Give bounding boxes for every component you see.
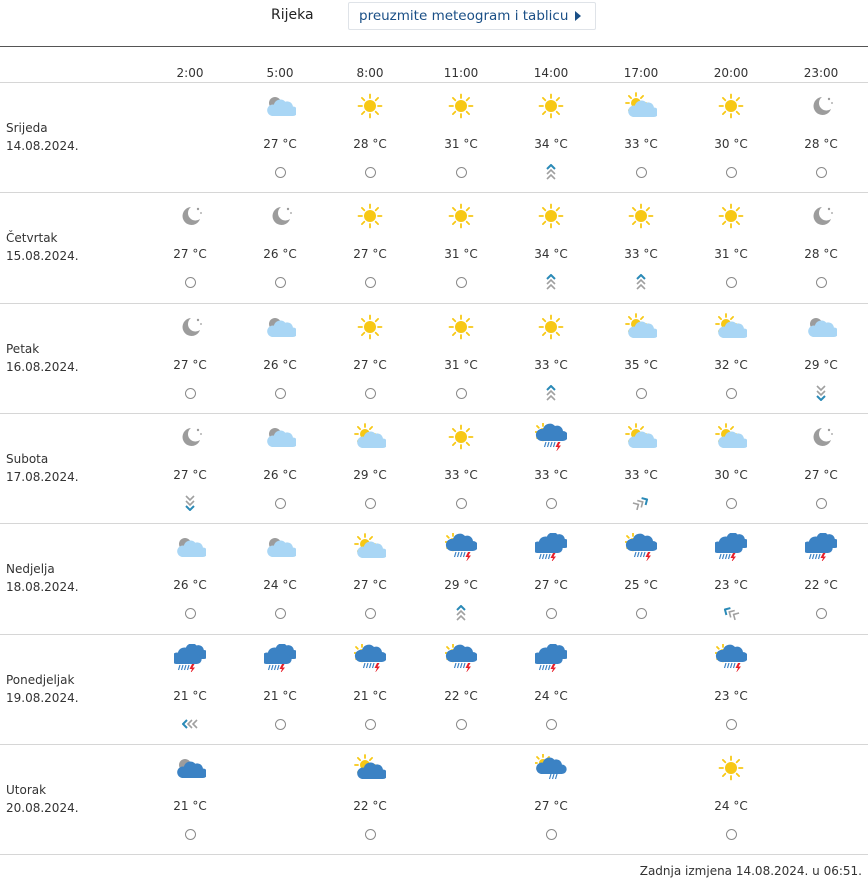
temperature: 26 °C	[263, 247, 297, 262]
cloud-icon	[174, 754, 206, 782]
row-divider	[0, 634, 868, 635]
sun-cloud-icon	[625, 313, 657, 341]
temperature: 22 °C	[804, 578, 838, 593]
temperature: 31 °C	[714, 247, 748, 262]
calm-wind-icon	[816, 277, 827, 288]
forecast-cell[interactable]	[601, 523, 681, 633]
temperature: 27 °C	[263, 137, 297, 151]
hour-label: 23:00	[803, 66, 839, 80]
hour-label: 14:00	[533, 66, 569, 80]
calm-wind-icon	[726, 719, 737, 730]
hour-label: 2:00	[176, 66, 204, 80]
temperature: 27 °C	[804, 467, 838, 482]
day-row	[0, 413, 868, 523]
calm-wind-icon	[726, 277, 737, 288]
moon-icon	[805, 92, 837, 120]
sun-icon	[715, 202, 747, 230]
forecast-cell[interactable]	[781, 523, 861, 633]
temperature: 24 °C	[263, 578, 297, 593]
temperature: 27 °C	[534, 578, 568, 593]
sun-icon	[445, 423, 477, 451]
calm-wind-icon	[546, 829, 557, 840]
calm-wind-icon	[275, 167, 286, 178]
calm-wind-icon	[546, 719, 557, 730]
sun-cloud-icon	[625, 92, 657, 120]
storm-icon	[805, 533, 837, 561]
sun-icon	[625, 202, 657, 230]
temperature: 26 °C	[263, 357, 297, 372]
calm-wind-icon	[185, 829, 196, 840]
forecast-cell[interactable]	[150, 634, 230, 744]
day-label	[6, 340, 79, 376]
sun-cloud-icon	[354, 423, 386, 451]
sun-icon	[535, 92, 567, 120]
forecast-cell[interactable]	[691, 634, 771, 744]
sun-storm-icon	[625, 533, 657, 561]
moon-icon	[174, 202, 206, 230]
last-modified: Zadnja izmjena 14.08.2024. u 06:51.	[639, 864, 862, 878]
forecast-cell[interactable]	[691, 744, 771, 854]
forecast-cell[interactable]	[421, 303, 501, 413]
forecast-cell[interactable]	[330, 303, 410, 413]
sun-icon	[715, 92, 747, 120]
storm-icon	[535, 533, 567, 561]
sun-cloud-icon	[715, 313, 747, 341]
temperature: 28 °C	[804, 137, 838, 151]
calm-wind-icon	[365, 388, 376, 399]
temperature: 30 °C	[714, 467, 748, 482]
temperature: 28 °C	[804, 247, 838, 262]
forecast-cell[interactable]	[511, 523, 591, 633]
day-label	[6, 119, 79, 155]
arrow-up-icon	[455, 605, 467, 621]
calm-wind-icon	[185, 388, 196, 399]
arrow-down-icon	[815, 385, 827, 401]
row-divider	[0, 413, 868, 414]
calm-wind-icon	[275, 719, 286, 730]
temperature: 21 °C	[173, 798, 207, 813]
calm-wind-icon	[456, 167, 467, 178]
temperature: 31 °C	[444, 247, 478, 262]
temperature: 27 °C	[173, 357, 207, 372]
temperature: 21 °C	[263, 688, 297, 703]
hour-label: 17:00	[623, 66, 659, 80]
temperature: 33 °C	[534, 467, 568, 482]
day-name: Petak	[6, 341, 40, 356]
arrow-nw-icon	[725, 605, 737, 621]
day-date: 15.08.2024.	[6, 249, 79, 264]
day-date: 14.08.2024.	[6, 139, 79, 153]
storm-icon	[174, 644, 206, 672]
forecast-cell[interactable]	[601, 413, 681, 523]
calm-wind-icon	[275, 277, 286, 288]
arrow-up-icon	[545, 164, 557, 180]
forecast-cell[interactable]	[150, 523, 230, 633]
forecast-cell[interactable]	[511, 634, 591, 744]
temperature: 23 °C	[714, 578, 748, 593]
temperature: 27 °C	[353, 357, 387, 372]
forecast-cell[interactable]	[240, 192, 320, 302]
forecast-cell[interactable]	[240, 413, 320, 523]
storm-icon	[715, 533, 747, 561]
temperature: 25 °C	[624, 578, 658, 593]
sun-icon	[354, 202, 386, 230]
forecast-cell[interactable]	[421, 192, 501, 302]
arrow-ne-icon	[635, 495, 647, 511]
temperature: 26 °C	[173, 578, 207, 593]
sun-icon	[354, 313, 386, 341]
top-divider	[0, 46, 868, 47]
arrow-up-icon	[635, 274, 647, 290]
row-divider	[0, 303, 868, 304]
temperature: 21 °C	[353, 688, 387, 703]
temperature: 34 °C	[534, 247, 568, 262]
temperature: 33 °C	[624, 247, 658, 262]
forecast-cell[interactable]	[601, 82, 681, 192]
storm-icon	[264, 644, 296, 672]
calm-wind-icon	[636, 608, 647, 619]
forecast-cell[interactable]	[330, 192, 410, 302]
temperature: 34 °C	[534, 137, 568, 151]
arrow-up-icon	[545, 274, 557, 290]
temperature: 35 °C	[624, 357, 658, 372]
calm-wind-icon	[365, 608, 376, 619]
forecast-cell[interactable]	[421, 634, 501, 744]
temperature: 33 °C	[444, 467, 478, 482]
temperature: 31 °C	[444, 357, 478, 372]
arrow-down-icon	[184, 495, 196, 511]
forecast-cell[interactable]	[330, 82, 410, 192]
moon-icon	[264, 202, 296, 230]
hour-label: 5:00	[266, 66, 294, 80]
calm-wind-icon	[726, 829, 737, 840]
forecast-cell[interactable]	[240, 303, 320, 413]
meteogram-button[interactable]	[348, 2, 596, 30]
day-date: 17.08.2024.	[6, 469, 79, 484]
day-name: Utorak	[6, 782, 47, 797]
temperature: 29 °C	[804, 357, 838, 372]
calm-wind-icon	[816, 167, 827, 178]
sun-cloud-icon	[354, 533, 386, 561]
partly-cloudy-icon	[264, 313, 296, 341]
forecast-cell[interactable]	[781, 82, 861, 192]
forecast-cell[interactable]	[511, 413, 591, 523]
forecast-cell[interactable]	[330, 634, 410, 744]
calm-wind-icon	[456, 498, 467, 509]
forecast-cell[interactable]	[421, 82, 501, 192]
calm-wind-icon	[456, 719, 467, 730]
forecast-cell[interactable]	[421, 413, 501, 523]
temperature: 33 °C	[624, 467, 658, 482]
row-divider	[0, 854, 868, 855]
moon-icon	[174, 313, 206, 341]
row-divider	[0, 192, 868, 193]
temperature: 24 °C	[714, 798, 748, 813]
day-row	[0, 744, 868, 854]
forecast-cell[interactable]	[781, 413, 861, 523]
day-date: 19.08.2024.	[6, 690, 79, 705]
arrow-up-icon	[545, 385, 557, 401]
calm-wind-icon	[275, 498, 286, 509]
partly-cloudy-icon	[805, 313, 837, 341]
forecast-cell[interactable]	[781, 192, 861, 302]
sun-storm-icon	[445, 644, 477, 672]
forecast-cell[interactable]	[511, 192, 591, 302]
calm-wind-icon	[816, 608, 827, 619]
meteogram-button-label: preuzmite meteogram i tablicu	[359, 8, 569, 24]
day-row	[0, 82, 868, 192]
forecast-cell[interactable]	[511, 82, 591, 192]
day-name: Nedjelja	[6, 562, 55, 577]
calm-wind-icon	[546, 608, 557, 619]
hour-label: 20:00	[713, 66, 749, 80]
sun-icon	[354, 92, 386, 120]
forecast-cell[interactable]	[150, 303, 230, 413]
temperature: 27 °C	[173, 247, 207, 262]
forecast-cell[interactable]	[421, 523, 501, 633]
day-date: 16.08.2024.	[6, 359, 79, 374]
calm-wind-icon	[456, 388, 467, 399]
temperature: 27 °C	[173, 467, 207, 482]
forecast-cell[interactable]	[511, 303, 591, 413]
partly-cloudy-icon	[264, 423, 296, 451]
forecast-cell[interactable]	[240, 523, 320, 633]
day-label	[6, 560, 79, 596]
calm-wind-icon	[185, 608, 196, 619]
day-name: Četvrtak	[6, 231, 58, 246]
day-name: Subota	[6, 451, 49, 466]
forecast-cell[interactable]	[691, 82, 771, 192]
moon-icon	[174, 423, 206, 451]
calm-wind-icon	[275, 388, 286, 399]
calm-wind-icon	[636, 167, 647, 178]
temperature: 31 °C	[444, 137, 478, 151]
day-row	[0, 303, 868, 413]
top-bar	[0, 0, 868, 46]
forecast-cell[interactable]	[240, 82, 320, 192]
sun-icon	[445, 313, 477, 341]
temperature: 22 °C	[444, 688, 478, 703]
arrow-left-icon	[184, 716, 196, 732]
temperature: 29 °C	[353, 467, 387, 482]
forecast-cell[interactable]	[691, 523, 771, 633]
caret-right-icon	[575, 11, 581, 21]
hour-header	[0, 60, 868, 82]
sun-cloud-dark-icon	[354, 754, 386, 782]
sun-cloud-icon	[625, 423, 657, 451]
calm-wind-icon	[365, 167, 376, 178]
moon-icon	[805, 202, 837, 230]
sun-storm-icon	[445, 533, 477, 561]
sun-icon	[535, 313, 567, 341]
temperature: 27 °C	[353, 247, 387, 262]
forecast-cell[interactable]	[691, 303, 771, 413]
sun-icon	[715, 754, 747, 782]
city-name: Rijeka	[271, 7, 314, 23]
calm-wind-icon	[546, 498, 557, 509]
forecast-cell[interactable]	[150, 413, 230, 523]
sun-icon	[445, 202, 477, 230]
temperature: 27 °C	[353, 578, 387, 593]
row-divider	[0, 82, 868, 83]
forecast-cell[interactable]	[691, 192, 771, 302]
day-row	[0, 192, 868, 302]
hour-label: 11:00	[443, 66, 479, 80]
sun-icon	[535, 202, 567, 230]
day-date: 18.08.2024.	[6, 580, 79, 595]
forecast-cell[interactable]	[330, 523, 410, 633]
temperature: 26 °C	[263, 467, 297, 482]
calm-wind-icon	[185, 277, 196, 288]
temperature: 21 °C	[173, 688, 207, 703]
forecast-cell[interactable]	[601, 303, 681, 413]
temperature: 27 °C	[534, 798, 568, 813]
partly-cloudy-icon	[264, 533, 296, 561]
day-name: Ponedjeljak	[6, 672, 75, 687]
day-row	[0, 634, 868, 744]
day-date: 20.08.2024.	[6, 800, 79, 815]
calm-wind-icon	[365, 829, 376, 840]
row-divider	[0, 523, 868, 524]
forecast-cell[interactable]	[781, 303, 861, 413]
sun-rain-icon	[535, 754, 567, 782]
day-label	[6, 450, 79, 486]
temperature: 23 °C	[714, 688, 748, 703]
temperature: 33 °C	[624, 137, 658, 151]
temperature: 28 °C	[353, 137, 387, 151]
calm-wind-icon	[636, 388, 647, 399]
calm-wind-icon	[816, 498, 827, 509]
row-divider	[0, 744, 868, 745]
forecast-cell[interactable]	[330, 413, 410, 523]
calm-wind-icon	[726, 498, 737, 509]
calm-wind-icon	[365, 719, 376, 730]
calm-wind-icon	[275, 608, 286, 619]
day-name: Srijeda	[6, 121, 48, 135]
temperature: 22 °C	[353, 798, 387, 813]
forecast-cell[interactable]	[240, 634, 320, 744]
day-label	[6, 229, 79, 265]
calm-wind-icon	[726, 388, 737, 399]
day-row	[0, 523, 868, 633]
storm-icon	[535, 644, 567, 672]
temperature: 29 °C	[444, 578, 478, 593]
sun-cloud-icon	[715, 423, 747, 451]
day-label	[6, 671, 79, 707]
partly-cloudy-icon	[174, 533, 206, 561]
sun-storm-icon	[354, 644, 386, 672]
forecast-cell[interactable]	[511, 744, 591, 854]
calm-wind-icon	[726, 167, 737, 178]
calm-wind-icon	[456, 277, 467, 288]
hour-label: 8:00	[356, 66, 384, 80]
temperature: 30 °C	[714, 137, 748, 151]
forecast-cell[interactable]	[150, 192, 230, 302]
forecast-cell[interactable]	[330, 744, 410, 854]
sun-storm-icon	[715, 644, 747, 672]
sun-storm-icon	[535, 423, 567, 451]
forecast-cell[interactable]	[691, 413, 771, 523]
day-label	[6, 781, 79, 817]
temperature: 32 °C	[714, 357, 748, 372]
calm-wind-icon	[365, 498, 376, 509]
sun-icon	[445, 92, 477, 120]
forecast-cell[interactable]	[601, 192, 681, 302]
calm-wind-icon	[365, 277, 376, 288]
forecast-cell[interactable]	[150, 744, 230, 854]
moon-icon	[805, 423, 837, 451]
partly-cloudy-icon	[264, 92, 296, 120]
temperature: 24 °C	[534, 688, 568, 703]
temperature: 33 °C	[534, 357, 568, 372]
